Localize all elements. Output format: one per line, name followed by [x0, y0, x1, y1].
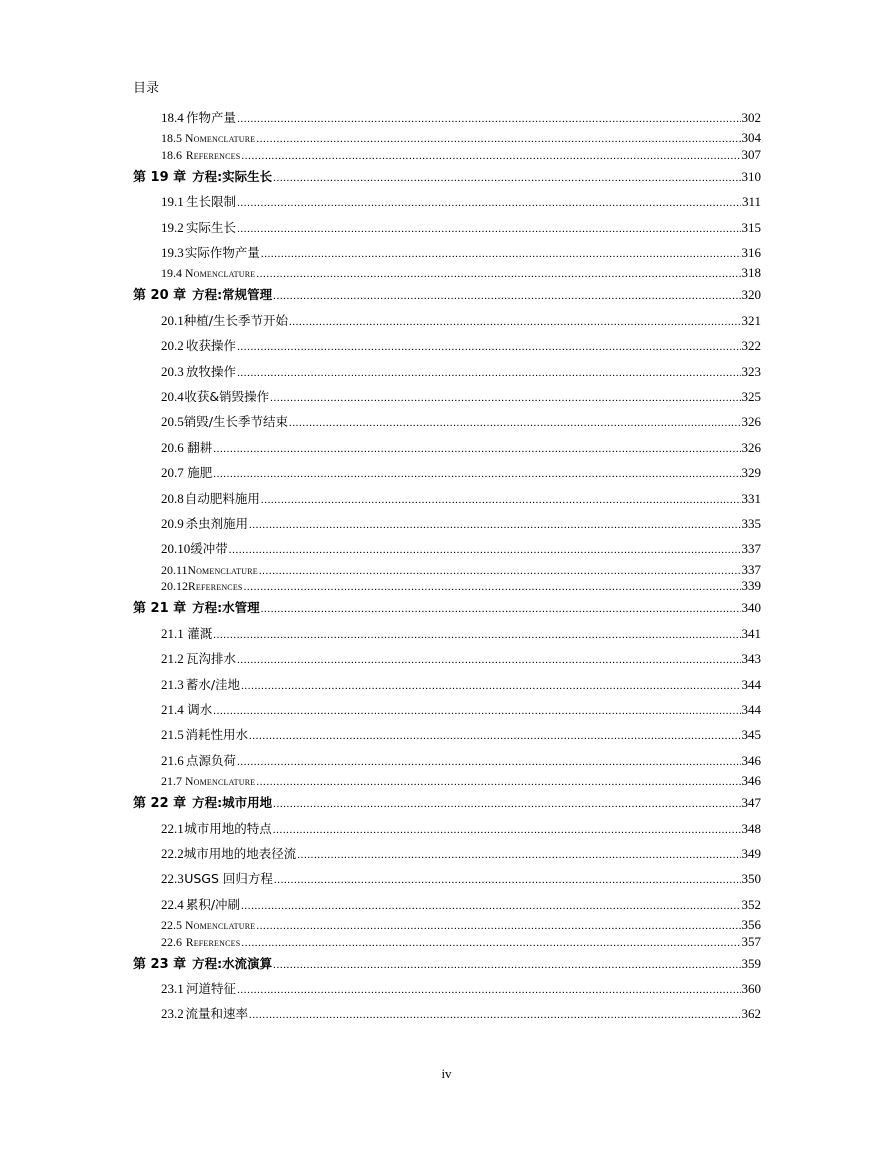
toc-section-entry[interactable] [133, 314, 761, 328]
toc-entry-number: 20.10 [161, 541, 191, 556]
toc-entry-title: 方程:实际生长 [192, 169, 273, 184]
toc-section-entry[interactable] [133, 579, 761, 594]
dot-leader [241, 936, 740, 948]
toc-entry-page: 359 [741, 956, 761, 971]
dot-leader [256, 775, 740, 787]
toc-entry-number: 22.1 [161, 821, 184, 836]
dot-leader [274, 872, 741, 885]
toc-entry-page: 345 [741, 727, 761, 742]
toc-entry-page: 325 [741, 389, 761, 404]
toc-entry-title: Nomenclature [187, 565, 258, 577]
toc-entry-number: 21.4 [161, 702, 184, 717]
toc-entry-title: USGS 回归方程 [184, 871, 273, 886]
dot-leader [241, 678, 740, 691]
toc-entry-number: 22.5 [161, 918, 182, 932]
toc-entry-page: 302 [741, 110, 761, 125]
toc-entry-page: 344 [741, 702, 761, 717]
toc-entry-page: 341 [741, 626, 761, 641]
toc-section-entry[interactable] [133, 415, 761, 429]
dot-leader [237, 221, 740, 234]
dot-leader [289, 314, 741, 327]
toc-section-entry[interactable] [133, 774, 761, 789]
toc-entry-title: Nomenclature [185, 268, 256, 280]
toc-section-entry[interactable] [133, 754, 761, 768]
toc-entry-title: 流量和速率 [185, 1006, 248, 1021]
toc-section-entry[interactable] [133, 131, 761, 146]
toc-entry-title: 自动肥料施用 [184, 491, 260, 506]
toc-entry-number: 20.9 [161, 516, 184, 531]
dot-leader [270, 390, 740, 403]
toc-entry-page: 337 [741, 541, 761, 556]
toc-entry-title: 种植/生长季节开始 [183, 313, 288, 328]
toc-entry-page: 340 [741, 600, 761, 615]
toc-entry-page: 322 [741, 338, 761, 353]
toc-chapter-entry[interactable] [133, 288, 761, 303]
dot-leader [249, 728, 741, 741]
toc-entry-number: 第 22 章 [133, 796, 187, 811]
toc-section-entry[interactable] [133, 339, 761, 353]
toc-entry-number: 23.2 [161, 1006, 184, 1021]
toc-entry-title: 方程:水流演算 [192, 956, 273, 971]
dot-leader [261, 492, 741, 505]
toc-entry-number: 19.1 [161, 194, 184, 209]
toc-entry-number: 18.5 [161, 131, 182, 145]
toc-entry-page: 316 [741, 245, 761, 260]
toc-section-entry[interactable] [133, 728, 761, 742]
toc-section-entry[interactable] [133, 703, 761, 717]
toc-entry-page: 307 [741, 147, 761, 162]
toc-section-entry[interactable] [133, 563, 761, 578]
toc-entry-number: 18.4 [161, 110, 184, 125]
toc-entry-title: References [188, 581, 243, 593]
toc-entry-page: 343 [741, 651, 761, 666]
dot-leader [237, 982, 740, 995]
dot-leader [273, 796, 740, 809]
dot-leader [273, 957, 740, 970]
toc-entry-page: 350 [741, 871, 761, 886]
toc-entry-page: 310 [741, 169, 761, 184]
dot-leader [213, 441, 740, 454]
toc-entry-number: 18.6 [161, 148, 182, 162]
toc-entry-page: 346 [741, 773, 761, 788]
toc-entry-title: 消耗性用水 [185, 727, 248, 742]
dot-leader [289, 415, 741, 428]
toc-entry-number: 22.2 [161, 846, 184, 861]
toc-section-entry[interactable] [133, 1007, 761, 1021]
toc-chapter-entry[interactable] [133, 601, 761, 616]
toc-entry-title: 放牧操作 [186, 364, 237, 379]
toc-entry-number: 21.2 [161, 651, 184, 666]
toc-entry-title: 瓦沟排水 [186, 651, 237, 666]
toc-entry-title: 收获&销毁操作 [184, 389, 270, 404]
toc-entry-number: 20.11 [161, 563, 188, 577]
dot-leader [259, 564, 741, 576]
toc-entry-title: 实际作物产量 [184, 245, 260, 260]
dot-leader [297, 847, 740, 860]
toc-entry-page: 339 [741, 578, 761, 593]
toc-entry-number: 20.4 [161, 389, 184, 404]
toc-entry-number: 20.2 [161, 338, 184, 353]
toc-entry-number: 20.8 [161, 491, 184, 506]
toc-entry-page: 323 [741, 364, 761, 379]
dot-leader [213, 627, 740, 640]
toc-section-entry[interactable] [133, 678, 761, 692]
toc-entry-number: 23.1 [161, 981, 184, 996]
toc-entry-number: 第 21 章 [133, 601, 187, 616]
toc-entry-number: 21.5 [161, 727, 184, 742]
toc-entry-page: 360 [741, 981, 761, 996]
toc-entry-title: 方程:城市用地 [192, 795, 273, 810]
toc-section-entry[interactable] [133, 982, 761, 996]
toc-entry-number: 第 19 章 [133, 170, 187, 185]
page-number: iv [441, 1066, 452, 1081]
dot-leader [273, 822, 741, 835]
toc-entry-page: 326 [741, 414, 761, 429]
dot-leader [213, 466, 740, 479]
toc-entry-page: 321 [741, 313, 761, 328]
toc-entry-title: 河道特征 [186, 981, 237, 996]
toc-entry-title: 施肥 [187, 465, 213, 480]
toc-entry-page: 337 [741, 562, 761, 577]
toc-entry-page: 362 [741, 1006, 761, 1021]
toc-chapter-entry[interactable] [133, 957, 761, 972]
toc-section-entry[interactable] [133, 195, 761, 209]
toc-entry-number: 19.3 [161, 245, 184, 260]
toc-entry-title: 城市用地的特点 [184, 821, 272, 836]
toc-section-entry[interactable] [133, 652, 761, 666]
toc-entry-number: 21.7 [161, 774, 182, 788]
toc-entry-page: 326 [741, 440, 761, 455]
toc-entry-page: 315 [741, 220, 761, 235]
toc-entry-number: 20.6 [161, 440, 184, 455]
dot-leader [256, 267, 740, 279]
toc-chapter-entry[interactable] [133, 796, 761, 811]
toc-entry-number: 21.3 [161, 677, 184, 692]
toc-section-entry[interactable] [133, 221, 761, 235]
toc-entry-page: 320 [741, 287, 761, 302]
toc-entry-number: 22.3 [161, 871, 184, 886]
toc-entry-title: 杀虫剂施用 [185, 516, 248, 531]
toc-section-entry[interactable] [133, 847, 761, 861]
toc-section-entry[interactable] [133, 492, 761, 506]
toc-section-entry[interactable] [133, 872, 761, 886]
toc-section-entry[interactable] [133, 111, 761, 125]
header-label: 目录 [133, 81, 160, 96]
toc-entry-title: 累积/冲刷 [185, 897, 241, 912]
toc-entry-title: 蓄水/洼地 [185, 677, 241, 692]
toc-entry-title: 调水 [187, 702, 213, 717]
toc-entry-title: Nomenclature [185, 776, 256, 788]
toc-entry-title: References [185, 937, 241, 949]
dot-leader [273, 170, 740, 183]
dot-leader [261, 601, 741, 614]
toc-entry-page: 311 [741, 194, 761, 209]
toc-entry-title: 生长限制 [186, 194, 237, 209]
dot-leader [241, 149, 740, 161]
dot-leader [249, 517, 741, 530]
toc-section-entry[interactable] [133, 918, 761, 933]
toc-entry-page: 318 [741, 265, 761, 280]
toc-chapter-entry[interactable] [133, 170, 761, 185]
toc-section-entry[interactable] [133, 542, 761, 556]
toc-section-entry[interactable] [133, 935, 761, 950]
toc-section-entry[interactable] [133, 466, 761, 480]
toc-entry-page: 329 [741, 465, 761, 480]
toc-entry-number: 第 23 章 [133, 957, 187, 972]
dot-leader [237, 652, 740, 665]
toc-section-entry[interactable] [133, 390, 761, 404]
toc-entry-number: 19.2 [161, 220, 184, 235]
toc-entry-page: 357 [741, 934, 761, 949]
dot-leader [237, 754, 740, 767]
toc-entry-title: 翻耕 [187, 440, 213, 455]
toc-entry-number: 19.4 [161, 266, 182, 280]
toc-section-entry[interactable] [133, 517, 761, 531]
toc-entry-title: Nomenclature [185, 920, 256, 932]
toc-section-entry[interactable] [133, 365, 761, 379]
toc-entry-page: 348 [741, 821, 761, 836]
toc-entry-title: 实际生长 [186, 220, 237, 235]
toc-entry-page: 304 [741, 130, 761, 145]
toc-entry-page: 347 [741, 795, 761, 810]
dot-leader [256, 919, 740, 931]
toc-entry-title: 销毁/生长季节结束 [183, 414, 288, 429]
toc-section-entry[interactable] [133, 627, 761, 641]
toc-section-entry[interactable] [133, 266, 761, 281]
dot-leader [237, 111, 740, 124]
toc-entry-page: 346 [741, 753, 761, 768]
dot-leader [249, 1007, 741, 1020]
dot-leader [256, 132, 740, 144]
toc-section-entry[interactable] [133, 822, 761, 836]
toc-entry-title: References [185, 150, 241, 162]
dot-leader [213, 703, 740, 716]
toc-entry-title: 作物产量 [186, 110, 237, 125]
toc-entry-title: 收获操作 [186, 338, 237, 353]
dot-leader [237, 339, 740, 352]
toc-entry-page: 335 [741, 516, 761, 531]
toc-entry-page: 344 [741, 677, 761, 692]
dot-leader [273, 288, 740, 301]
toc-entry-title: Nomenclature [185, 133, 256, 145]
dot-leader [237, 365, 740, 378]
toc-section-entry[interactable] [133, 898, 761, 912]
toc-entry-title: 灌溉 [187, 626, 213, 641]
toc-entry-number: 21.6 [161, 753, 184, 768]
toc-entry-title: 方程:水管理 [192, 600, 260, 615]
toc-entry-number: 第 20 章 [133, 288, 187, 303]
toc-entry-number: 20.12 [161, 579, 188, 593]
toc-entry-title: 缓冲带 [190, 541, 228, 556]
dot-leader [261, 246, 741, 259]
toc-entry-page: 352 [741, 897, 761, 912]
toc-section-entry[interactable] [133, 441, 761, 455]
toc-entry-number: 22.6 [161, 935, 182, 949]
toc-section-entry[interactable] [133, 246, 761, 260]
dot-leader [237, 195, 741, 208]
toc-entry-number: 20.3 [161, 364, 184, 379]
dot-leader [229, 542, 741, 555]
dot-leader [244, 580, 741, 592]
toc-entry-title: 方程:常规管理 [192, 287, 273, 302]
toc-entry-number: 20.5 [161, 414, 184, 429]
dot-leader [241, 898, 740, 911]
toc-entry-page: 356 [741, 917, 761, 932]
toc-section-entry[interactable] [133, 148, 761, 163]
toc-entry-title: 城市用地的地表径流 [183, 846, 297, 861]
toc-entry-number: 20.7 [161, 465, 184, 480]
toc-entry-page: 349 [741, 846, 761, 861]
toc-entry-title: 点源负荷 [186, 753, 237, 768]
toc-entry-number: 22.4 [161, 897, 184, 912]
toc-entry-number: 20.1 [161, 313, 184, 328]
toc-entry-page: 331 [741, 491, 761, 506]
toc-entry-number: 21.1 [161, 626, 184, 641]
